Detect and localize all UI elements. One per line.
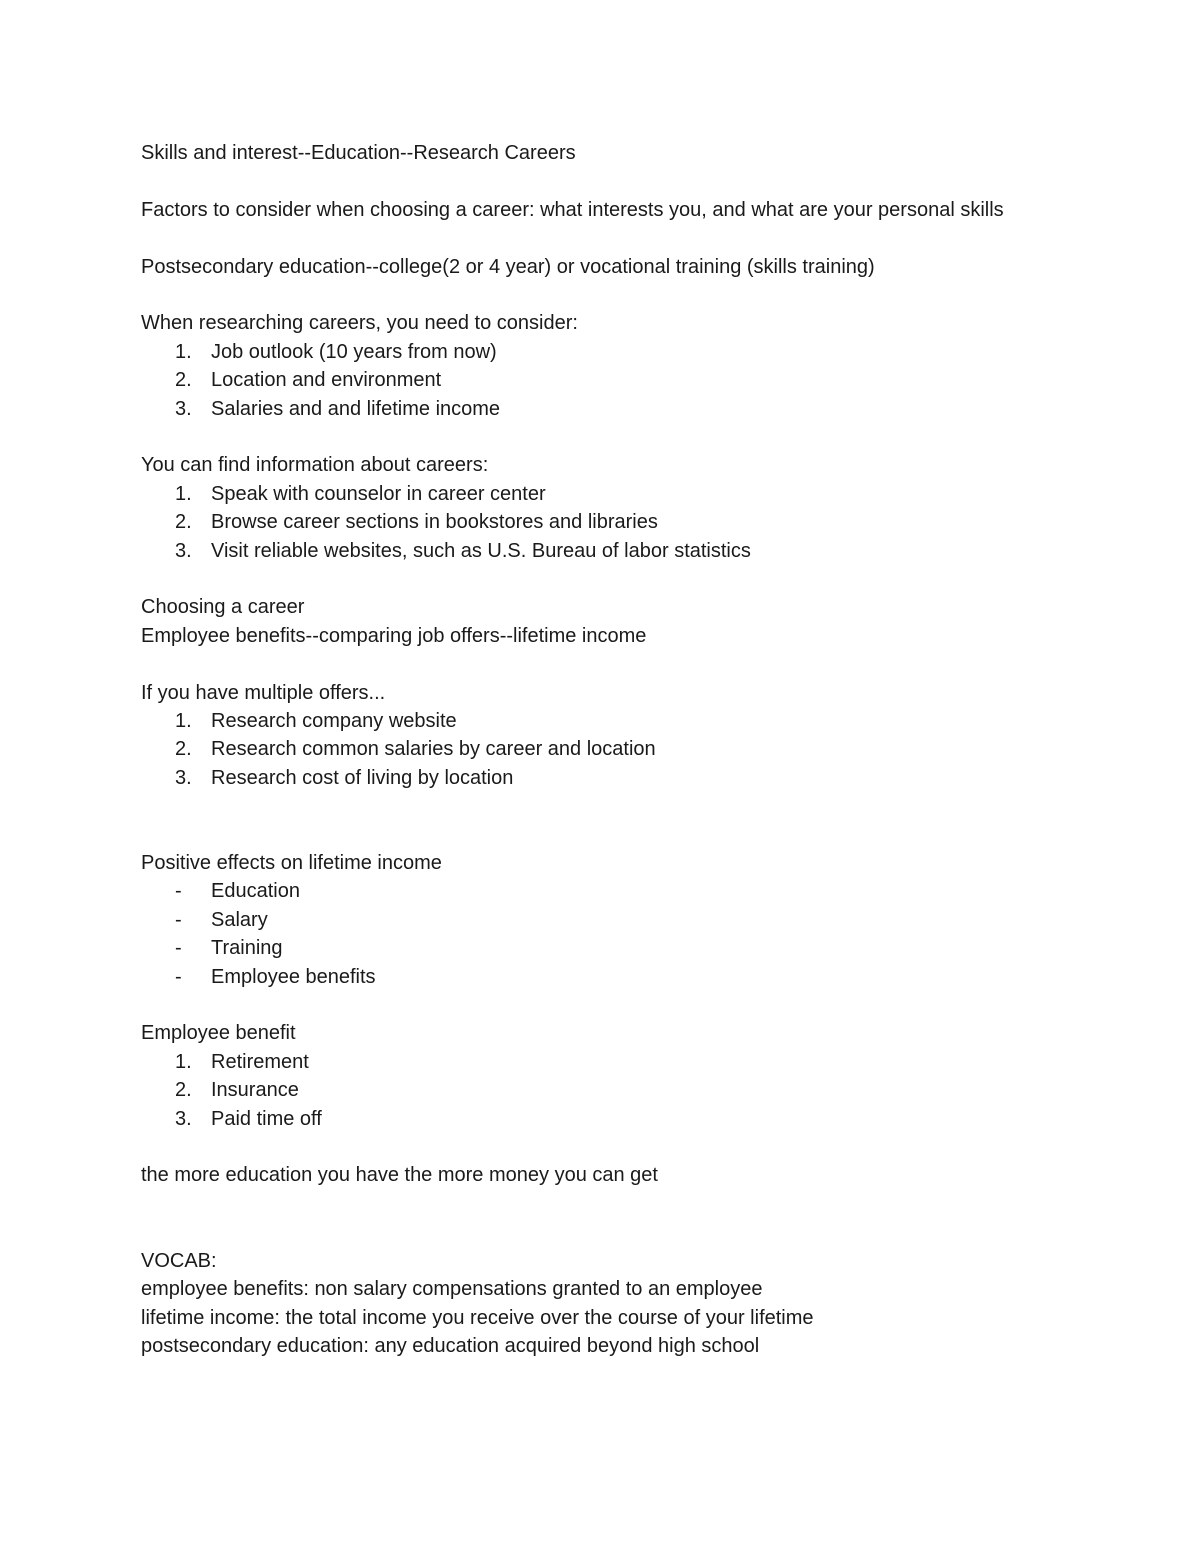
employee-benefit-heading: Employee benefit: [141, 1022, 296, 1045]
list-number: 1.: [175, 710, 192, 733]
find-info-list: [141, 480, 1041, 565]
postsecondary-paragraph: Postsecondary education--college(2 or 4 year) or vocational training (skills training): [141, 255, 875, 278]
dash-bullet: -: [175, 965, 182, 988]
more-education-line: the more education you have the more money you can get: [141, 1164, 658, 1187]
researching-list: [141, 338, 1041, 423]
vocab-heading: VOCAB:: [141, 1249, 217, 1272]
list-number: 3.: [175, 397, 192, 420]
multiple-offers-list: [141, 707, 1041, 792]
multiple-offers-heading: If you have multiple offers...: [141, 681, 386, 704]
document-body: [141, 139, 1041, 1360]
dash-bullet: -: [175, 880, 182, 903]
list-number: 3.: [175, 1107, 192, 1130]
list-item: 1. Research company website: [141, 707, 1041, 735]
list-number: 2.: [175, 738, 192, 761]
employee-benefit-list: [141, 1048, 1041, 1133]
dash-bullet: -: [175, 937, 182, 960]
list-number: 3.: [175, 766, 192, 789]
find-info-heading: You can find information about careers:: [141, 454, 489, 477]
list-number: 3.: [175, 539, 192, 562]
list-item: 3. Research cost of living by location: [141, 764, 1041, 792]
page-title: Skills and interest--Education--Research Careers: [141, 142, 576, 164]
positive-effects-list: [141, 877, 1041, 991]
list-number: 2.: [175, 511, 192, 534]
list-item: 1. Retirement: [141, 1048, 1041, 1076]
list-item: - Employee benefits: [141, 963, 1041, 991]
list-item: 1. Speak with counselor in career center: [141, 480, 1041, 508]
list-item: - Salary: [141, 906, 1041, 934]
dash-bullet: -: [175, 908, 182, 931]
list-item: 3. Visit reliable websites, such as U.S. Bureau of labor statistics: [141, 537, 1041, 565]
list-number: 2.: [175, 1079, 192, 1102]
list-item: 2. Browse career sections in bookstores and libraries: [141, 508, 1041, 536]
list-item: 2. Research common salaries by career and location: [141, 735, 1041, 763]
list-item: 2. Insurance: [141, 1076, 1041, 1104]
list-item: 3. Paid time off: [141, 1105, 1041, 1133]
positive-effects-heading: Positive effects on lifetime income: [141, 852, 442, 875]
list-item: 2. Location and environment: [141, 366, 1041, 394]
vocab-entry: lifetime income: the total income you receive over the course of your lifetime: [141, 1306, 814, 1329]
list-item: - Education: [141, 877, 1041, 905]
list-number: 1.: [175, 1050, 192, 1073]
list-number: 1.: [175, 340, 192, 363]
factors-paragraph: Factors to consider when choosing a career: what interests you, and what are your personal skills: [141, 198, 1004, 221]
list-number: 1.: [175, 482, 192, 505]
vocab-entry: employee benefits: non salary compensations granted to an employee: [141, 1278, 763, 1301]
benefits-line: Employee benefits--comparing job offers--lifetime income: [141, 624, 647, 647]
list-item: 1. Job outlook (10 years from now): [141, 338, 1041, 366]
list-item: 3. Salaries and and lifetime income: [141, 395, 1041, 423]
choosing-heading: Choosing a career: [141, 596, 305, 619]
researching-heading: When researching careers, you need to consider:: [141, 312, 578, 335]
list-number: 2.: [175, 369, 192, 392]
list-item: - Training: [141, 934, 1041, 962]
vocab-entry: postsecondary education: any education acquired beyond high school: [141, 1334, 760, 1357]
